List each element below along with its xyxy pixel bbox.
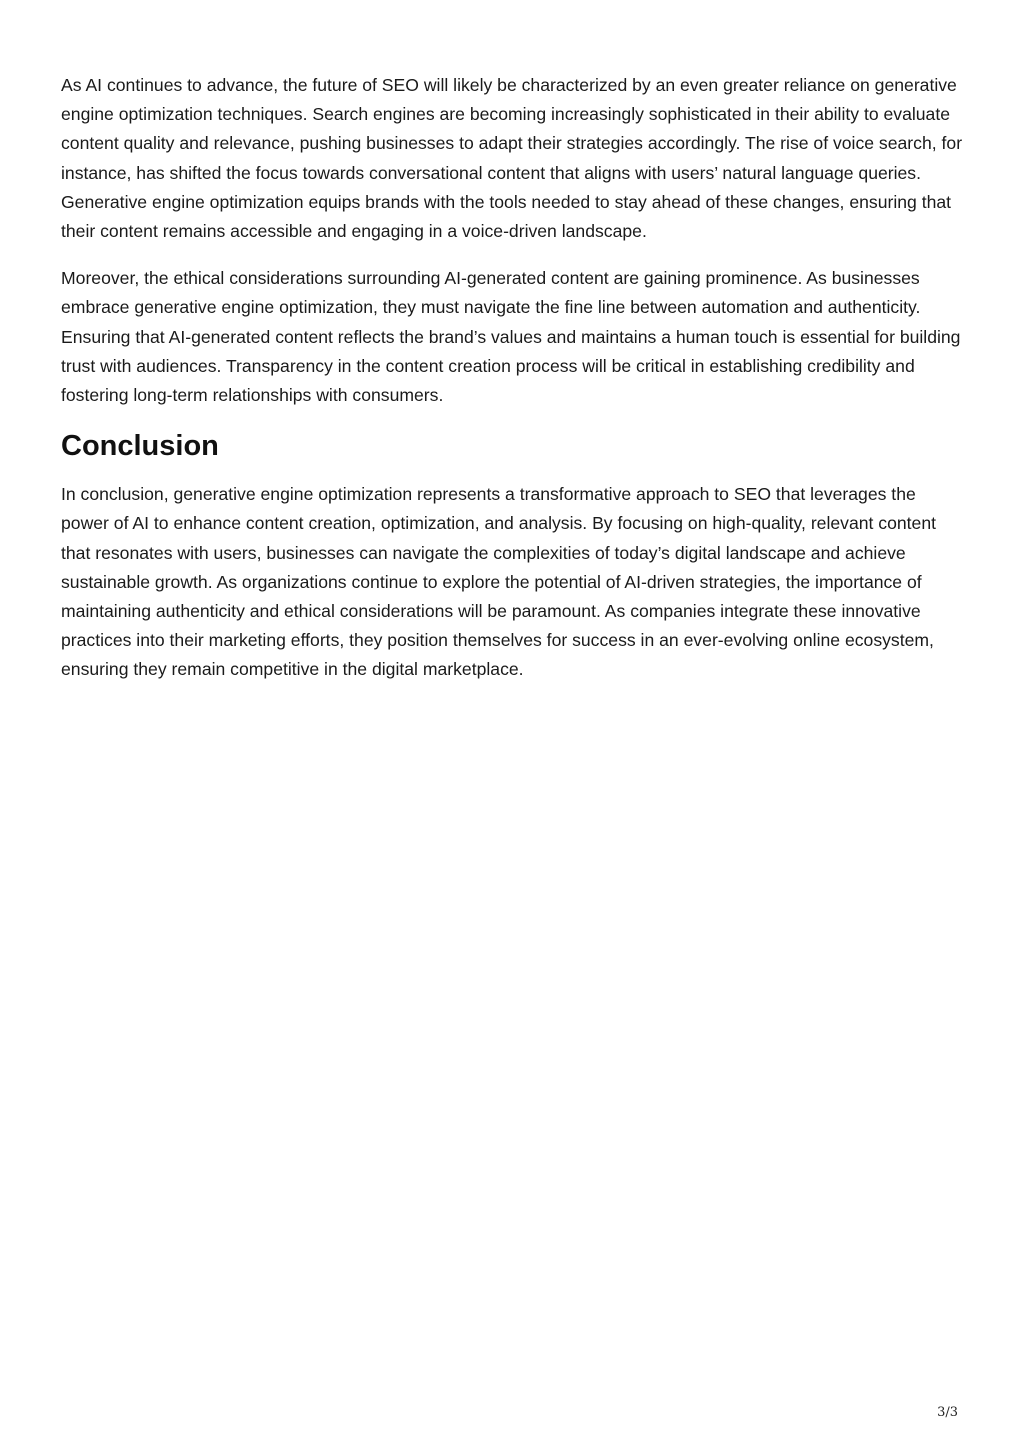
paragraph-future-of-seo: As AI continues to advance, the future of SEO will likely be characterized by an even greater reliance on generative engine optimization techniques. Search engines are becoming increasingly sophisticated in their ability to evaluate content quality and relevance, pushing businesses to adapt their strategies accordingly. The rise of voice search, for instance, has shifted the focus towards conversational content that aligns with users’ natural language queries. Generative engine optimization equips brands with the tools needed to stay ahead of these changes, ensuring that their content remains accessible and engaging in a voice-driven landscape. bbox=[61, 75, 963, 242]
document-body bbox=[61, 71, 966, 703]
paragraph-conclusion: In conclusion, generative engine optimization represents a transformative approach to SEO that leverages the power of AI to enhance content creation, optimization, and analysis. By focusing on high-quality, relevant content that resonates with users, businesses can navigate the complexities of today’s digital landscape and achieve sustainable growth. As organizations continue to explore the potential of AI-driven strategies, the importance of maintaining authenticity and ethical considerations will be paramount. As companies integrate these innovative practices into their marketing efforts, they position themselves for success in an ever-evolving online ecosystem, ensuring they remain competitive in the digital marketplace. bbox=[61, 484, 937, 680]
paragraph-ethical-considerations: Moreover, the ethical considerations surrounding AI-generated content are gaining prominence. As businesses embrace generative engine optimization, they must navigate the fine line between automation and authenticity. Ensuring that AI-generated content reflects the brand’s values and maintains a human touch is essential for building trust with audiences. Transparency in the content creation process will be critical in establishing credibility and fostering long-term relationships with consumers. bbox=[61, 268, 961, 406]
page-number: 3/3 bbox=[937, 1405, 958, 1420]
section-heading-conclusion: Conclusion bbox=[61, 430, 219, 463]
